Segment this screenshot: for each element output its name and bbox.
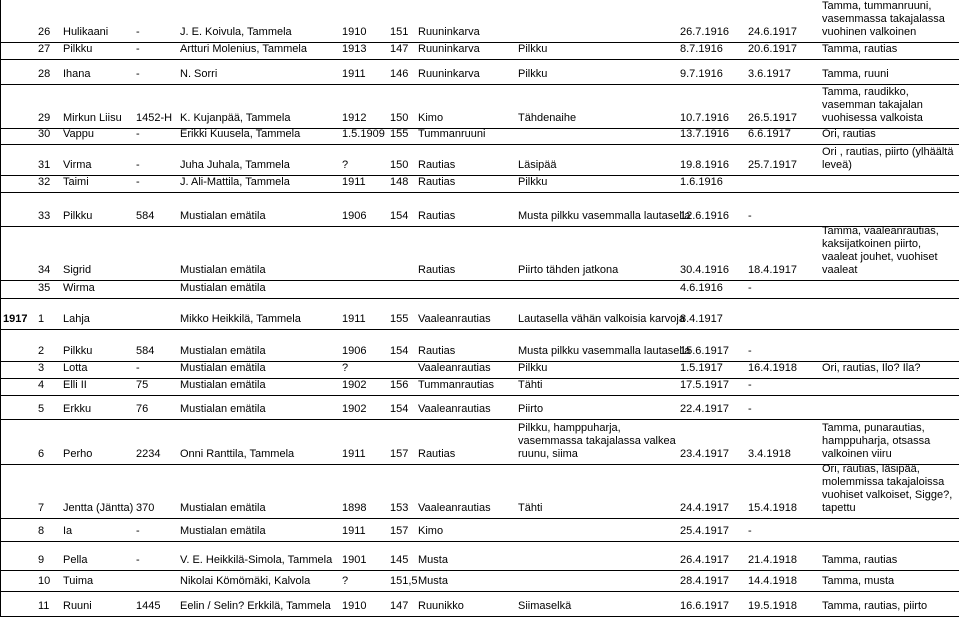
cell-d2: - bbox=[748, 282, 752, 294]
cell-color: Ruuninkarva bbox=[418, 68, 480, 80]
cell-notes: Ori, rautias, Ilo? Ila? bbox=[822, 362, 921, 374]
cell-h: 153 bbox=[390, 502, 409, 514]
cell-mn: - bbox=[136, 525, 140, 537]
cell-owner: N. Sorri bbox=[180, 68, 218, 80]
cell-mn: 584 bbox=[136, 345, 155, 357]
cell-owner: Eelin / Selin? Erkkilä, Tammela bbox=[180, 600, 331, 612]
table-row bbox=[0, 592, 959, 617]
table-row bbox=[0, 145, 959, 176]
table-row bbox=[0, 420, 959, 465]
cell-marks: Lautasella vähän valkoisia karvoja bbox=[518, 313, 685, 325]
cell-notes: Ori, rautias bbox=[822, 128, 876, 140]
cell-mn: - bbox=[136, 128, 140, 140]
table-row bbox=[0, 176, 959, 193]
cell-d2: 16.4.1918 bbox=[748, 362, 797, 374]
cell-n: 3 bbox=[38, 362, 45, 374]
cell-name: Perho bbox=[63, 448, 93, 460]
cell-notes: Tamma, musta bbox=[822, 575, 895, 587]
cell-color: Rautias bbox=[418, 210, 456, 222]
cell-color: Tummanruuni bbox=[418, 128, 486, 140]
cell-d2: - bbox=[748, 525, 752, 537]
cell-h: 157 bbox=[390, 448, 409, 460]
cell-notes: Tamma, rautias bbox=[822, 43, 898, 55]
cell-n: 27 bbox=[38, 43, 51, 55]
cell-d2: - bbox=[748, 210, 752, 222]
cell-owner: J. Ali-Mattila, Tammela bbox=[180, 176, 290, 188]
cell-owner: Mikko Heikkilä, Tammela bbox=[180, 313, 301, 325]
cell-name: Sigrid bbox=[63, 264, 92, 276]
cell-d1: 15.6.1917 bbox=[680, 345, 729, 357]
cell-n: 1 bbox=[38, 313, 45, 325]
cell-marks: Tähti bbox=[518, 502, 543, 514]
cell-d2: 21.4.1918 bbox=[748, 554, 797, 566]
cell-name: Ruuni bbox=[63, 600, 92, 612]
cell-marks: Läsipää bbox=[518, 159, 557, 171]
cell-owner: Mustialan emätila bbox=[180, 264, 266, 276]
cell-marks: Musta pilkku vasemmalla lautasella bbox=[518, 345, 691, 357]
cell-name: Ia bbox=[63, 525, 73, 537]
cell-name: Pilkku bbox=[63, 345, 93, 357]
cell-name: Wirma bbox=[63, 282, 95, 294]
cell-n: 9 bbox=[38, 554, 45, 566]
cell-d2: 24.6.1917 bbox=[748, 26, 797, 38]
cell-name: Lotta bbox=[63, 362, 88, 374]
cell-d2: - bbox=[748, 403, 752, 415]
cell-name: Ihana bbox=[63, 68, 91, 80]
cell-d2: 6.6.1917 bbox=[748, 128, 791, 140]
cell-d1: 19.8.1916 bbox=[680, 159, 729, 171]
cell-color: Kimo bbox=[418, 112, 444, 124]
cell-year: 1917 bbox=[3, 313, 28, 325]
table-row bbox=[0, 396, 959, 420]
cell-h: 157 bbox=[390, 525, 409, 537]
cell-d1: 13.7.1916 bbox=[680, 128, 729, 140]
cell-name: Pella bbox=[63, 554, 88, 566]
cell-born: 1901 bbox=[342, 554, 367, 566]
cell-mn: 370 bbox=[136, 502, 155, 514]
table-row bbox=[0, 227, 959, 281]
cell-mn: 76 bbox=[136, 403, 149, 415]
table-row bbox=[0, 379, 959, 396]
cell-h: 151,5 bbox=[390, 575, 418, 587]
cell-d2: 25.7.1917 bbox=[748, 159, 797, 171]
cell-color: Ruuninkarva bbox=[418, 43, 480, 55]
cell-d1: 28.4.1917 bbox=[680, 575, 729, 587]
cell-d1: 24.4.1917 bbox=[680, 502, 729, 514]
cell-name: Lahja bbox=[63, 313, 90, 325]
cell-born: 1910 bbox=[342, 600, 367, 612]
table-left-border bbox=[0, 0, 1, 617]
cell-h: 156 bbox=[390, 379, 409, 391]
cell-name: Taimi bbox=[63, 176, 89, 188]
table-row bbox=[0, 519, 959, 542]
cell-name: Virma bbox=[63, 159, 92, 171]
cell-owner: Erikki Kuusela, Tammela bbox=[180, 128, 301, 140]
cell-color: Rautias bbox=[418, 264, 456, 276]
table-row bbox=[0, 43, 959, 60]
table-row bbox=[0, 281, 959, 299]
cell-mn: - bbox=[136, 362, 140, 374]
cell-d1: 26.7.1916 bbox=[680, 26, 729, 38]
cell-born: 1911 bbox=[342, 68, 366, 80]
table-row bbox=[0, 571, 959, 592]
cell-notes: Tamma, tummanruuni, vasemmassa takajalassa vuohinen valkoinen bbox=[822, 0, 945, 38]
cell-h: 154 bbox=[390, 345, 409, 357]
cell-d1: 9.7.1916 bbox=[680, 68, 723, 80]
table-row bbox=[0, 465, 959, 519]
table-row bbox=[0, 330, 959, 362]
cell-born: 1906 bbox=[342, 345, 367, 357]
cell-marks: Siimaselkä bbox=[518, 600, 572, 612]
cell-mn: - bbox=[136, 554, 140, 566]
cell-h: 154 bbox=[390, 403, 409, 415]
cell-marks: Tähti bbox=[518, 379, 543, 391]
cell-n: 6 bbox=[38, 448, 45, 460]
cell-h: 155 bbox=[390, 313, 409, 325]
cell-d1: 30.4.1916 bbox=[680, 264, 729, 276]
cell-d1: 23.4.1917 bbox=[680, 448, 729, 460]
cell-d2: 14.4.1918 bbox=[748, 575, 797, 587]
cell-name: Jentta (Jäntta) bbox=[63, 502, 134, 514]
cell-n: 34 bbox=[38, 264, 51, 276]
cell-n: 4 bbox=[38, 379, 45, 391]
cell-d2: - bbox=[748, 379, 752, 391]
cell-name: Pilkku bbox=[63, 43, 93, 55]
table-row bbox=[0, 362, 959, 379]
cell-n: 11 bbox=[38, 600, 50, 612]
cell-n: 32 bbox=[38, 176, 51, 188]
table-row bbox=[0, 193, 959, 227]
cell-marks: Tähdenaihe bbox=[518, 112, 577, 124]
cell-born: 1911 bbox=[342, 525, 366, 537]
cell-d2: 18.4.1917 bbox=[748, 264, 797, 276]
cell-d2: 3.6.1917 bbox=[748, 68, 791, 80]
cell-notes: Tamma, rautias, piirto bbox=[822, 600, 928, 612]
cell-d1: 10.7.1916 bbox=[680, 112, 729, 124]
cell-owner: Mustialan emätila bbox=[180, 403, 266, 415]
cell-name: Pilkku bbox=[63, 210, 93, 222]
cell-mn: 2234 bbox=[136, 448, 161, 460]
cell-d2: 3.4.1918 bbox=[748, 448, 791, 460]
cell-owner: V. E. Heikkilä-Simola, Tammela bbox=[180, 554, 333, 566]
cell-marks: Musta pilkku vasemmalla lautasella bbox=[518, 210, 691, 222]
cell-d1: 8.7.1916 bbox=[680, 43, 723, 55]
cell-color: Ruuninkarva bbox=[418, 26, 480, 38]
cell-h: 151 bbox=[390, 26, 409, 38]
cell-mn: 1445 bbox=[136, 600, 161, 612]
cell-marks: Pilkku bbox=[518, 362, 548, 374]
cell-n: 33 bbox=[38, 210, 51, 222]
cell-name: Hulikaani bbox=[63, 26, 109, 38]
cell-color: Vaaleanrautias bbox=[418, 313, 491, 325]
table-row bbox=[0, 542, 959, 571]
cell-marks: Pilkku bbox=[518, 176, 548, 188]
cell-marks: Piirto bbox=[518, 403, 544, 415]
cell-marks: Piirto tähden jatkona bbox=[518, 264, 619, 276]
cell-d1: 25.4.1917 bbox=[680, 525, 729, 537]
cell-d2: - bbox=[748, 345, 752, 357]
cell-born: 1902 bbox=[342, 403, 367, 415]
cell-born: 1898 bbox=[342, 502, 367, 514]
cell-born: ? bbox=[342, 159, 349, 171]
cell-born: 1912 bbox=[342, 112, 367, 124]
cell-marks: Pilkku, hamppuharja, vasemmassa takajalassa valkea ruunu, siima bbox=[518, 422, 676, 460]
cell-color: Vaaleanrautias bbox=[418, 403, 491, 415]
cell-h: 146 bbox=[390, 68, 409, 80]
cell-mn: - bbox=[136, 43, 140, 55]
cell-owner: Nikolai Kömömäki, Kalvola bbox=[180, 575, 311, 587]
cell-d2: 19.5.1918 bbox=[748, 600, 797, 612]
cell-name: Mirkun Liisu bbox=[63, 112, 122, 124]
cell-color: Rautias bbox=[418, 448, 456, 460]
table-row bbox=[0, 60, 959, 85]
cell-n: 5 bbox=[38, 403, 45, 415]
cell-mn: 584 bbox=[136, 210, 155, 222]
cell-owner: Mustialan emätila bbox=[180, 362, 266, 374]
cell-n: 2 bbox=[38, 345, 45, 357]
table-row bbox=[0, 299, 959, 330]
cell-owner: Mustialan emätila bbox=[180, 345, 266, 357]
cell-d1: 22.4.1917 bbox=[680, 403, 729, 415]
cell-n: 30 bbox=[38, 128, 51, 140]
cell-color: Vaaleanrautias bbox=[418, 502, 491, 514]
cell-h: 148 bbox=[390, 176, 409, 188]
table-row bbox=[0, 85, 959, 129]
cell-owner: Mustialan emätila bbox=[180, 379, 266, 391]
cell-n: 28 bbox=[38, 68, 51, 80]
cell-d1: 16.6.1917 bbox=[680, 600, 729, 612]
cell-owner: J. E. Koivula, Tammela bbox=[180, 26, 292, 38]
cell-d2: 26.5.1917 bbox=[748, 112, 797, 124]
cell-d1: 8.4.1917 bbox=[680, 313, 723, 325]
cell-notes: Tamma, ruuni bbox=[822, 68, 889, 80]
cell-name: Elli II bbox=[63, 379, 87, 391]
cell-h: 145 bbox=[390, 554, 409, 566]
cell-d1: 12.6.1916 bbox=[680, 210, 729, 222]
table-row bbox=[0, 129, 959, 145]
cell-h: 155 bbox=[390, 128, 409, 140]
cell-mn: 1452-H bbox=[136, 112, 173, 124]
cell-color: Vaaleanrautias bbox=[418, 362, 491, 374]
cell-h: 150 bbox=[390, 159, 409, 171]
cell-n: 29 bbox=[38, 112, 51, 124]
cell-born: 1.5.1909 bbox=[342, 128, 385, 140]
cell-color: Musta bbox=[418, 554, 448, 566]
cell-name: Vappu bbox=[63, 128, 94, 140]
cell-mn: 75 bbox=[136, 379, 149, 391]
cell-n: 35 bbox=[38, 282, 51, 294]
cell-born: 1906 bbox=[342, 210, 367, 222]
cell-owner: Mustialan emätila bbox=[180, 525, 266, 537]
cell-owner: Mustialan emätila bbox=[180, 502, 266, 514]
cell-d2: 20.6.1917 bbox=[748, 43, 797, 55]
cell-h: 147 bbox=[390, 43, 409, 55]
cell-color: Tummanrautias bbox=[418, 379, 495, 391]
cell-marks: Pilkku bbox=[518, 68, 548, 80]
cell-n: 7 bbox=[38, 502, 45, 514]
cell-born: 1910 bbox=[342, 26, 367, 38]
cell-mn: - bbox=[136, 176, 140, 188]
cell-d1: 26.4.1917 bbox=[680, 554, 729, 566]
cell-born: 1911 bbox=[342, 313, 366, 325]
cell-n: 26 bbox=[38, 26, 51, 38]
cell-notes: Tamma, rautias bbox=[822, 554, 898, 566]
cell-owner: Artturi Molenius, Tammela bbox=[180, 43, 307, 55]
cell-born: 1902 bbox=[342, 379, 367, 391]
cell-d1: 1.6.1916 bbox=[680, 176, 723, 188]
cell-notes: Ori , rautias, piirto (ylhäältä leveä) bbox=[822, 146, 954, 171]
cell-h: 147 bbox=[390, 600, 409, 612]
cell-born: 1911 bbox=[342, 448, 366, 460]
cell-n: 10 bbox=[38, 575, 51, 587]
cell-color: Rautias bbox=[418, 159, 456, 171]
cell-owner: Mustialan emätila bbox=[180, 210, 266, 222]
cell-h: 154 bbox=[390, 210, 409, 222]
cell-marks: Pilkku bbox=[518, 43, 548, 55]
cell-name: Tuima bbox=[63, 575, 94, 587]
cell-owner: Mustialan emätila bbox=[180, 282, 266, 294]
cell-d1: 4.6.1916 bbox=[680, 282, 723, 294]
cell-name: Erkku bbox=[63, 403, 92, 415]
cell-mn: - bbox=[136, 159, 140, 171]
cell-notes: Tamma, vaaleanrautias, kaksijatkoinen piirto, vaaleat jouhet, vuohiset vaaleat bbox=[822, 225, 939, 276]
cell-notes: Ori, rautias, läsipää, molemmissa takajaloissa vuohiset valkoiset, Sigge?, tapettu bbox=[822, 463, 953, 514]
cell-owner: Juha Juhala, Tammela bbox=[180, 159, 290, 171]
cell-born: ? bbox=[342, 575, 349, 587]
cell-d1: 1.5.1917 bbox=[680, 362, 723, 374]
cell-color: Rautias bbox=[418, 176, 456, 188]
cell-color: Musta bbox=[418, 575, 448, 587]
table-row bbox=[0, 0, 959, 43]
cell-born: 1913 bbox=[342, 43, 367, 55]
cell-n: 8 bbox=[38, 525, 45, 537]
cell-notes: Tamma, punarautias, hamppuharja, otsassa valkoinen viiru bbox=[822, 422, 931, 460]
cell-color: Rautias bbox=[418, 345, 456, 357]
cell-color: Ruunikko bbox=[418, 600, 464, 612]
cell-born: ? bbox=[342, 362, 349, 374]
cell-notes: Tamma, raudikko, vasemman takajalan vuohisessa valkoista bbox=[822, 86, 923, 124]
cell-n: 31 bbox=[38, 159, 51, 171]
cell-mn: - bbox=[136, 68, 140, 80]
cell-d1: 17.5.1917 bbox=[680, 379, 729, 391]
cell-d2: 15.4.1918 bbox=[748, 502, 797, 514]
cell-color: Kimo bbox=[418, 525, 444, 537]
cell-born: 1911 bbox=[342, 176, 366, 188]
cell-owner: K. Kujanpää, Tammela bbox=[180, 112, 291, 124]
cell-h: 150 bbox=[390, 112, 409, 124]
cell-owner: Onni Ranttila, Tammela bbox=[180, 448, 295, 460]
cell-mn: - bbox=[136, 26, 140, 38]
